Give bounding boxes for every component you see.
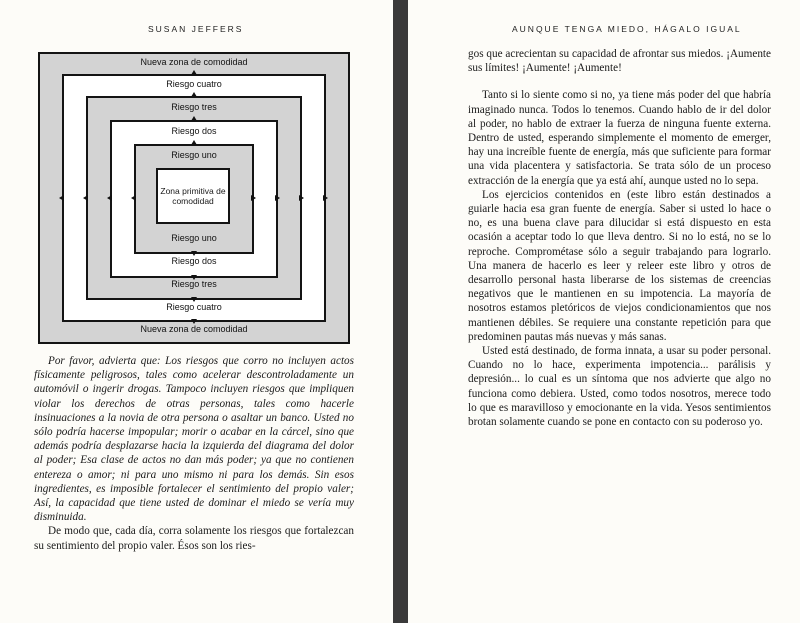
arrow-left-icon bbox=[107, 195, 112, 201]
left-body-text bbox=[34, 354, 354, 553]
paragraph: Usted está destinado, de forma innata, a usar su poder personal. Cuando no lo hace, experimenta impotencia... parálisis y depresión... lo cual es un síntoma que nos advierte que algo no funciona como debiera. Usted, como todos nosotros, merece todo lo que es maravilloso y emocionante en la vida. Yesos sentimientos brotan solamente cuando se pone en contacto con su poderoso yo. bbox=[468, 345, 771, 429]
left-page bbox=[0, 0, 393, 623]
arrow-up-icon bbox=[191, 92, 197, 97]
arrow-right-icon bbox=[323, 195, 328, 201]
arrow-right-icon bbox=[299, 195, 304, 201]
paragraph: De modo que, cada día, corra solamente los riesgos que fortalezcan su sentimiento del propio valer. Ésos son los ries- bbox=[34, 525, 354, 552]
band-label-bottom: Nueva zona de comodidad bbox=[140, 324, 248, 334]
band-label-bottom: Riesgo dos bbox=[171, 256, 217, 266]
primitive-comfort-zone: Zona primitiva de comodidad bbox=[156, 168, 230, 224]
arrow-down-icon bbox=[191, 251, 197, 256]
arrow-up-icon bbox=[191, 70, 197, 75]
arrow-up-icon bbox=[191, 116, 197, 121]
arrow-down-icon bbox=[191, 297, 197, 302]
arrow-down-icon bbox=[191, 319, 197, 324]
arrow-left-icon bbox=[131, 195, 136, 201]
band-label-top: Riesgo cuatro bbox=[166, 79, 222, 89]
band-label-top: Riesgo uno bbox=[171, 150, 217, 160]
paragraph: Por favor, advierta que: Los riesgos que corro no incluyen actos físicamente peligrosos, tales como acelerar descontroladamente un automóvil o ingerir drogas. Tampoco incluyen riesgos que impliquen violar los derechos de otras personas, tales como hacerle insinuaciones a la novia de otra persona o asaltar un banco. Usted no sólo podría hacerse impopular; morir o acabar en la cárcel, sino que además podría desplazarse hacia la izquierda del diagrama del dolor al poder; Esa clase de actos no dan más poder; ya que no contienen entereza o amor; ni para uno mismo ni para los demás. Sin esos ingredientes, es imposible fortalecer el sentimiento del propio valer; Así, la capacidad que tiene usted de dominar el miedo se vería muy disminuida. bbox=[34, 355, 354, 524]
arrow-down-icon bbox=[191, 275, 197, 280]
arrow-left-icon bbox=[83, 195, 88, 201]
band-label-bottom: Riesgo cuatro bbox=[166, 302, 222, 312]
arrow-right-icon bbox=[275, 195, 280, 201]
arrow-right-icon bbox=[251, 195, 256, 201]
band-label-top: Nueva zona de comodidad bbox=[140, 57, 248, 67]
right-body-text bbox=[468, 47, 771, 429]
running-head-right: AUNQUE TENGA MIEDO, HÁGALO IGUAL bbox=[512, 24, 742, 34]
band-label-top: Riesgo dos bbox=[171, 126, 217, 136]
paragraph: Los ejercicios contenidos en (este libro están destinados a guiarle hacia esa gran fuente de energía. Saber si usted lo hace o no, es una buena clave para dilucidar si está dispuesto en esta ocasión a aceptar todo lo que lleva dentro. Si no lo está, no se lo reproche. Comprométase sólo a seguir trabajando para lograrlo. Una manera de hacerlo es leer y releer este libro y otros de desarrollo personal hasta liberarse de los sistemas de creencias negativos que le mantienen en su impotencia. La mayoría de nosotros estamos pletóricos de viejos condicionamientos que nos mantienen débiles. Se requiere una constante repetición para que predominen pautas más nuevas y más sanas. bbox=[468, 188, 771, 343]
arrow-left-icon bbox=[59, 195, 64, 201]
paragraph: Tanto si lo siente como si no, ya tiene más poder del que habría imaginado nunca. Todos lo tenemos. Cuando hablo de ir del dolor al poder, no hablo de extraer la fuerza de ninguna fuente externa. Dentro de usted, esperando simplemente el momento de emerger, hay una increíble fuente de energía, más que suficiente para formar una vida placentera y satisfactoria. Se trata sólo de un proceso extracción de la energía que ya está ahí, aunque usted no lo sepa. bbox=[468, 89, 771, 187]
arrow-up-icon bbox=[191, 140, 197, 145]
band-label-bottom: Riesgo uno bbox=[171, 233, 217, 243]
paragraph-gap bbox=[468, 75, 771, 88]
running-head-left: SUSAN JEFFERS bbox=[148, 24, 244, 34]
right-page bbox=[408, 0, 800, 623]
comfort-zone-diagram bbox=[38, 52, 350, 344]
band-label-top: Riesgo tres bbox=[171, 102, 217, 112]
paragraph: gos que acrecientan su capacidad de afrontar sus miedos. ¡Aumente sus límites! ¡Aumente! ¡Aumente! bbox=[468, 48, 771, 75]
band-label-bottom: Riesgo tres bbox=[171, 279, 217, 289]
